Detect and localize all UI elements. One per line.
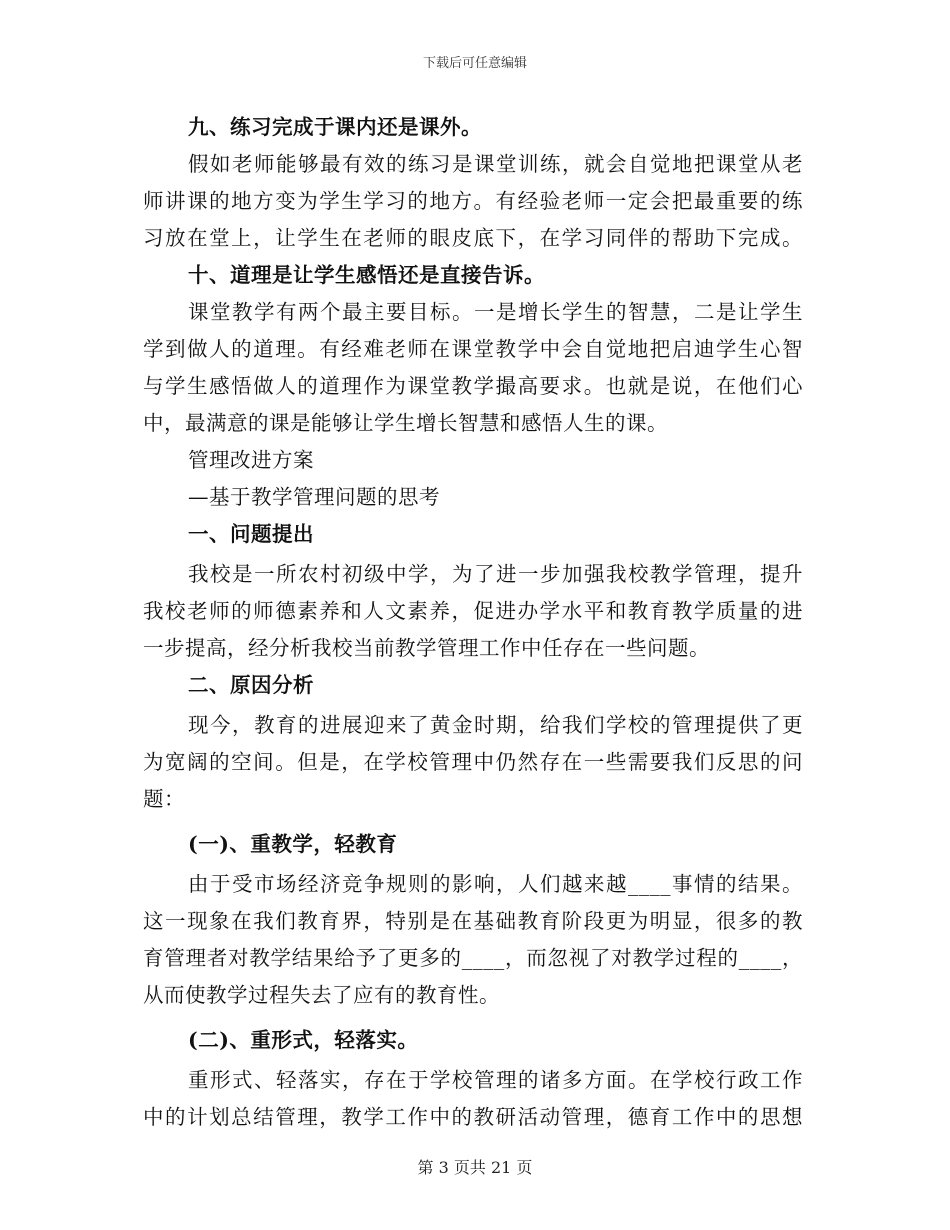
section-heading-10: 十、道理是让学生感悟还是直接告诉。 xyxy=(188,263,545,287)
paragraph-line: 与学生感悟做人的道理作为课堂教学撮高要求。也就是说，在他们心 xyxy=(143,374,803,398)
paragraph-line: 育管理者对教学结果给予了更多的____，而忽视了对教学过程的____， xyxy=(143,946,803,970)
paragraph-line: 为宽阔的空间。但是，在学校管理中仍然存在一些需要我们反思的问 xyxy=(143,750,803,774)
page-header: 下载后可任意编辑 xyxy=(422,56,527,71)
section-heading-analysis: 二、原因分析 xyxy=(188,673,314,697)
paragraph-line: 学到做人的道理。有经难老师在课堂教学中会自觉地把启迪学生心智 xyxy=(143,337,803,361)
section-heading-problem: 一、问题提出 xyxy=(188,522,314,546)
paragraph-line: 现今，教育的进展迎来了黄金时期，给我们学校的管理提供了更 xyxy=(188,713,803,737)
paragraph-line: 从而使教学过程失去了应有的教育性。 xyxy=(143,983,500,1007)
paragraph-line: 假如老师能够最有效的练习是课堂训练，就会自觉地把课堂从老 xyxy=(188,152,803,176)
document-subtitle: —基于教学管理问题的思考 xyxy=(188,485,440,509)
paragraph-line: 中，最满意的课是能够让学生增长智慧和感悟人生的课。 xyxy=(143,411,668,435)
document-title: 管理改进方案 xyxy=(188,448,314,472)
paragraph-line: 一步提高，经分析我校当前教学管理工作中任存在一些问题。 xyxy=(143,636,710,660)
paragraph-line: 这一现象在我们教育界，特别是在基础教育阶段更为明显，很多的教 xyxy=(143,909,803,933)
paragraph-line: 重形式、轻落实，存在于学校管理的诸多方面。在学校行政工作 xyxy=(188,1068,803,1092)
document-body xyxy=(143,109,803,1136)
paragraph-line: 习放在堂上，让学生在老师的眼皮底下，在学习同伴的帮助下完成。 xyxy=(143,226,803,250)
paragraph-line: 我校是一所农村初级中学，为了进一步加强我校教学管理，提升 xyxy=(188,562,803,586)
subsection-heading-2: (二)、重形式，轻落实。 xyxy=(188,1028,419,1052)
subsection-heading-1: (一)、重教学，轻教育 xyxy=(188,832,398,856)
paragraph-line: 课堂教学有两个最主要目标。一是增长学生的智慧，二是让学生 xyxy=(188,300,803,324)
section-heading-9: 九、练习完成于课内还是课外。 xyxy=(188,115,482,139)
page-footer: 第 3 页共 21 页 xyxy=(417,1158,533,1177)
paragraph-line: 师讲课的地方变为学生学习的地方。有经验老师一定会把最重要的练 xyxy=(143,189,803,213)
paragraph-line: 中的计划总结管理，教学工作中的教研活动管理，德育工作中的思想 xyxy=(143,1105,803,1129)
paragraph-line: 题： xyxy=(143,787,185,811)
paragraph-line: 我校老师的师德素养和人文素养，促进办学水平和教育教学质量的进 xyxy=(143,599,803,623)
paragraph-line: 由于受市场经济竞争规则的影响，人们越来越____事情的结果。 xyxy=(188,872,803,896)
